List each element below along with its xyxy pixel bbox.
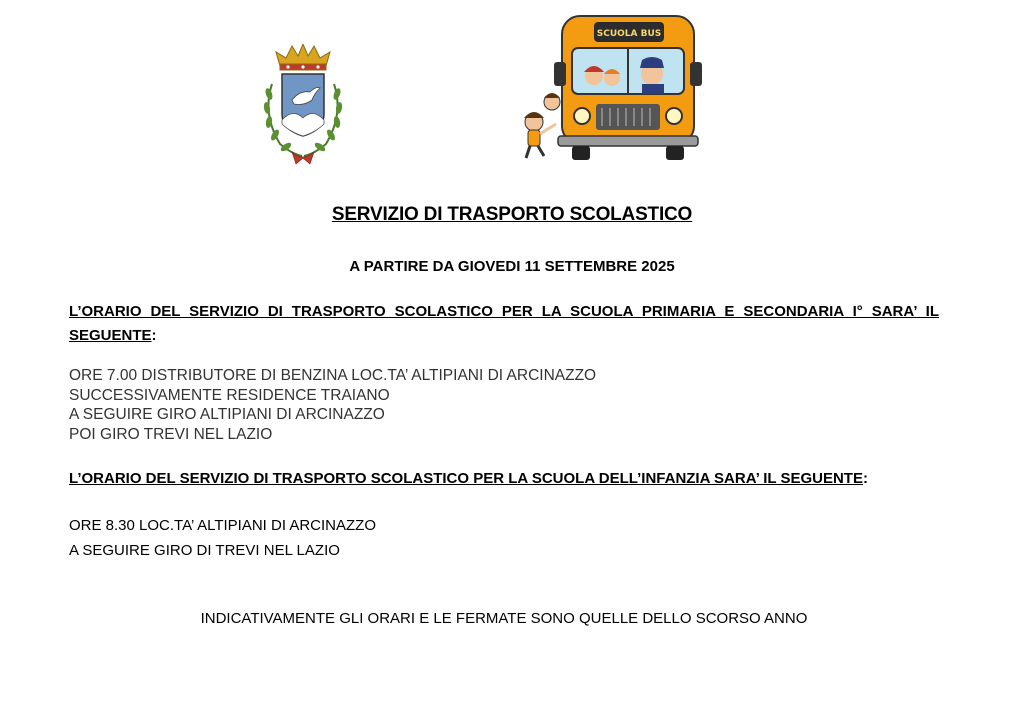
coat-of-arms-icon — [258, 44, 348, 166]
bus-sign-text: SCUOLA BUS — [596, 29, 662, 39]
primary-schedule-list — [69, 366, 596, 444]
list-item: POI GIRO TREVI NEL LAZIO — [69, 425, 273, 443]
infancy-schedule-list — [69, 513, 376, 563]
section-heading-primary-text: L’ORARIO DEL SERVIZIO DI TRASPORTO SCOLASTICO PER LA SCUOLA PRIMARIA E SECONDARIA I° SARA’ IL SEGUENTE — [69, 303, 939, 344]
section-heading-primary-colon: : — [151, 327, 157, 344]
page-title: SERVIZIO DI TRASPORTO SCOLASTICO — [331, 204, 693, 225]
list-item: ORE 8.30 LOC.TA’ ALTIPIANI DI ARCINAZZO — [69, 517, 377, 534]
section-heading-primary — [69, 300, 939, 348]
school-bus-icon — [512, 10, 712, 166]
footer-note: INDICATIVAMENTE GLI ORARI E LE FERMATE SONO QUELLE DELLO SCORSO ANNO — [200, 610, 808, 627]
start-date: A PARTIRE DA GIOVEDI 11 SETTEMBRE 2025 — [349, 258, 675, 275]
list-item: A SEGUIRE GIRO DI TREVI NEL LAZIO — [69, 542, 340, 559]
section-heading-infancy-colon: : — [862, 470, 868, 487]
list-item: A SEGUIRE GIRO ALTIPIANI DI ARCINAZZO — [69, 406, 385, 423]
section-heading-infancy — [69, 467, 939, 491]
list-item: ORE 7.00 DISTRIBUTORE DI BENZINA LOC.TA’ ALTIPIANI DI ARCINAZZO — [69, 367, 597, 384]
section-heading-infancy-text: L’ORARIO DEL SERVIZIO DI TRASPORTO SCOLASTICO PER LA SCUOLA DELL’INFANZIA SARA’ IL SEGUENTE — [69, 470, 863, 487]
list-item: SUCCESSIVAMENTE RESIDENCE TRAIANO — [69, 386, 390, 404]
